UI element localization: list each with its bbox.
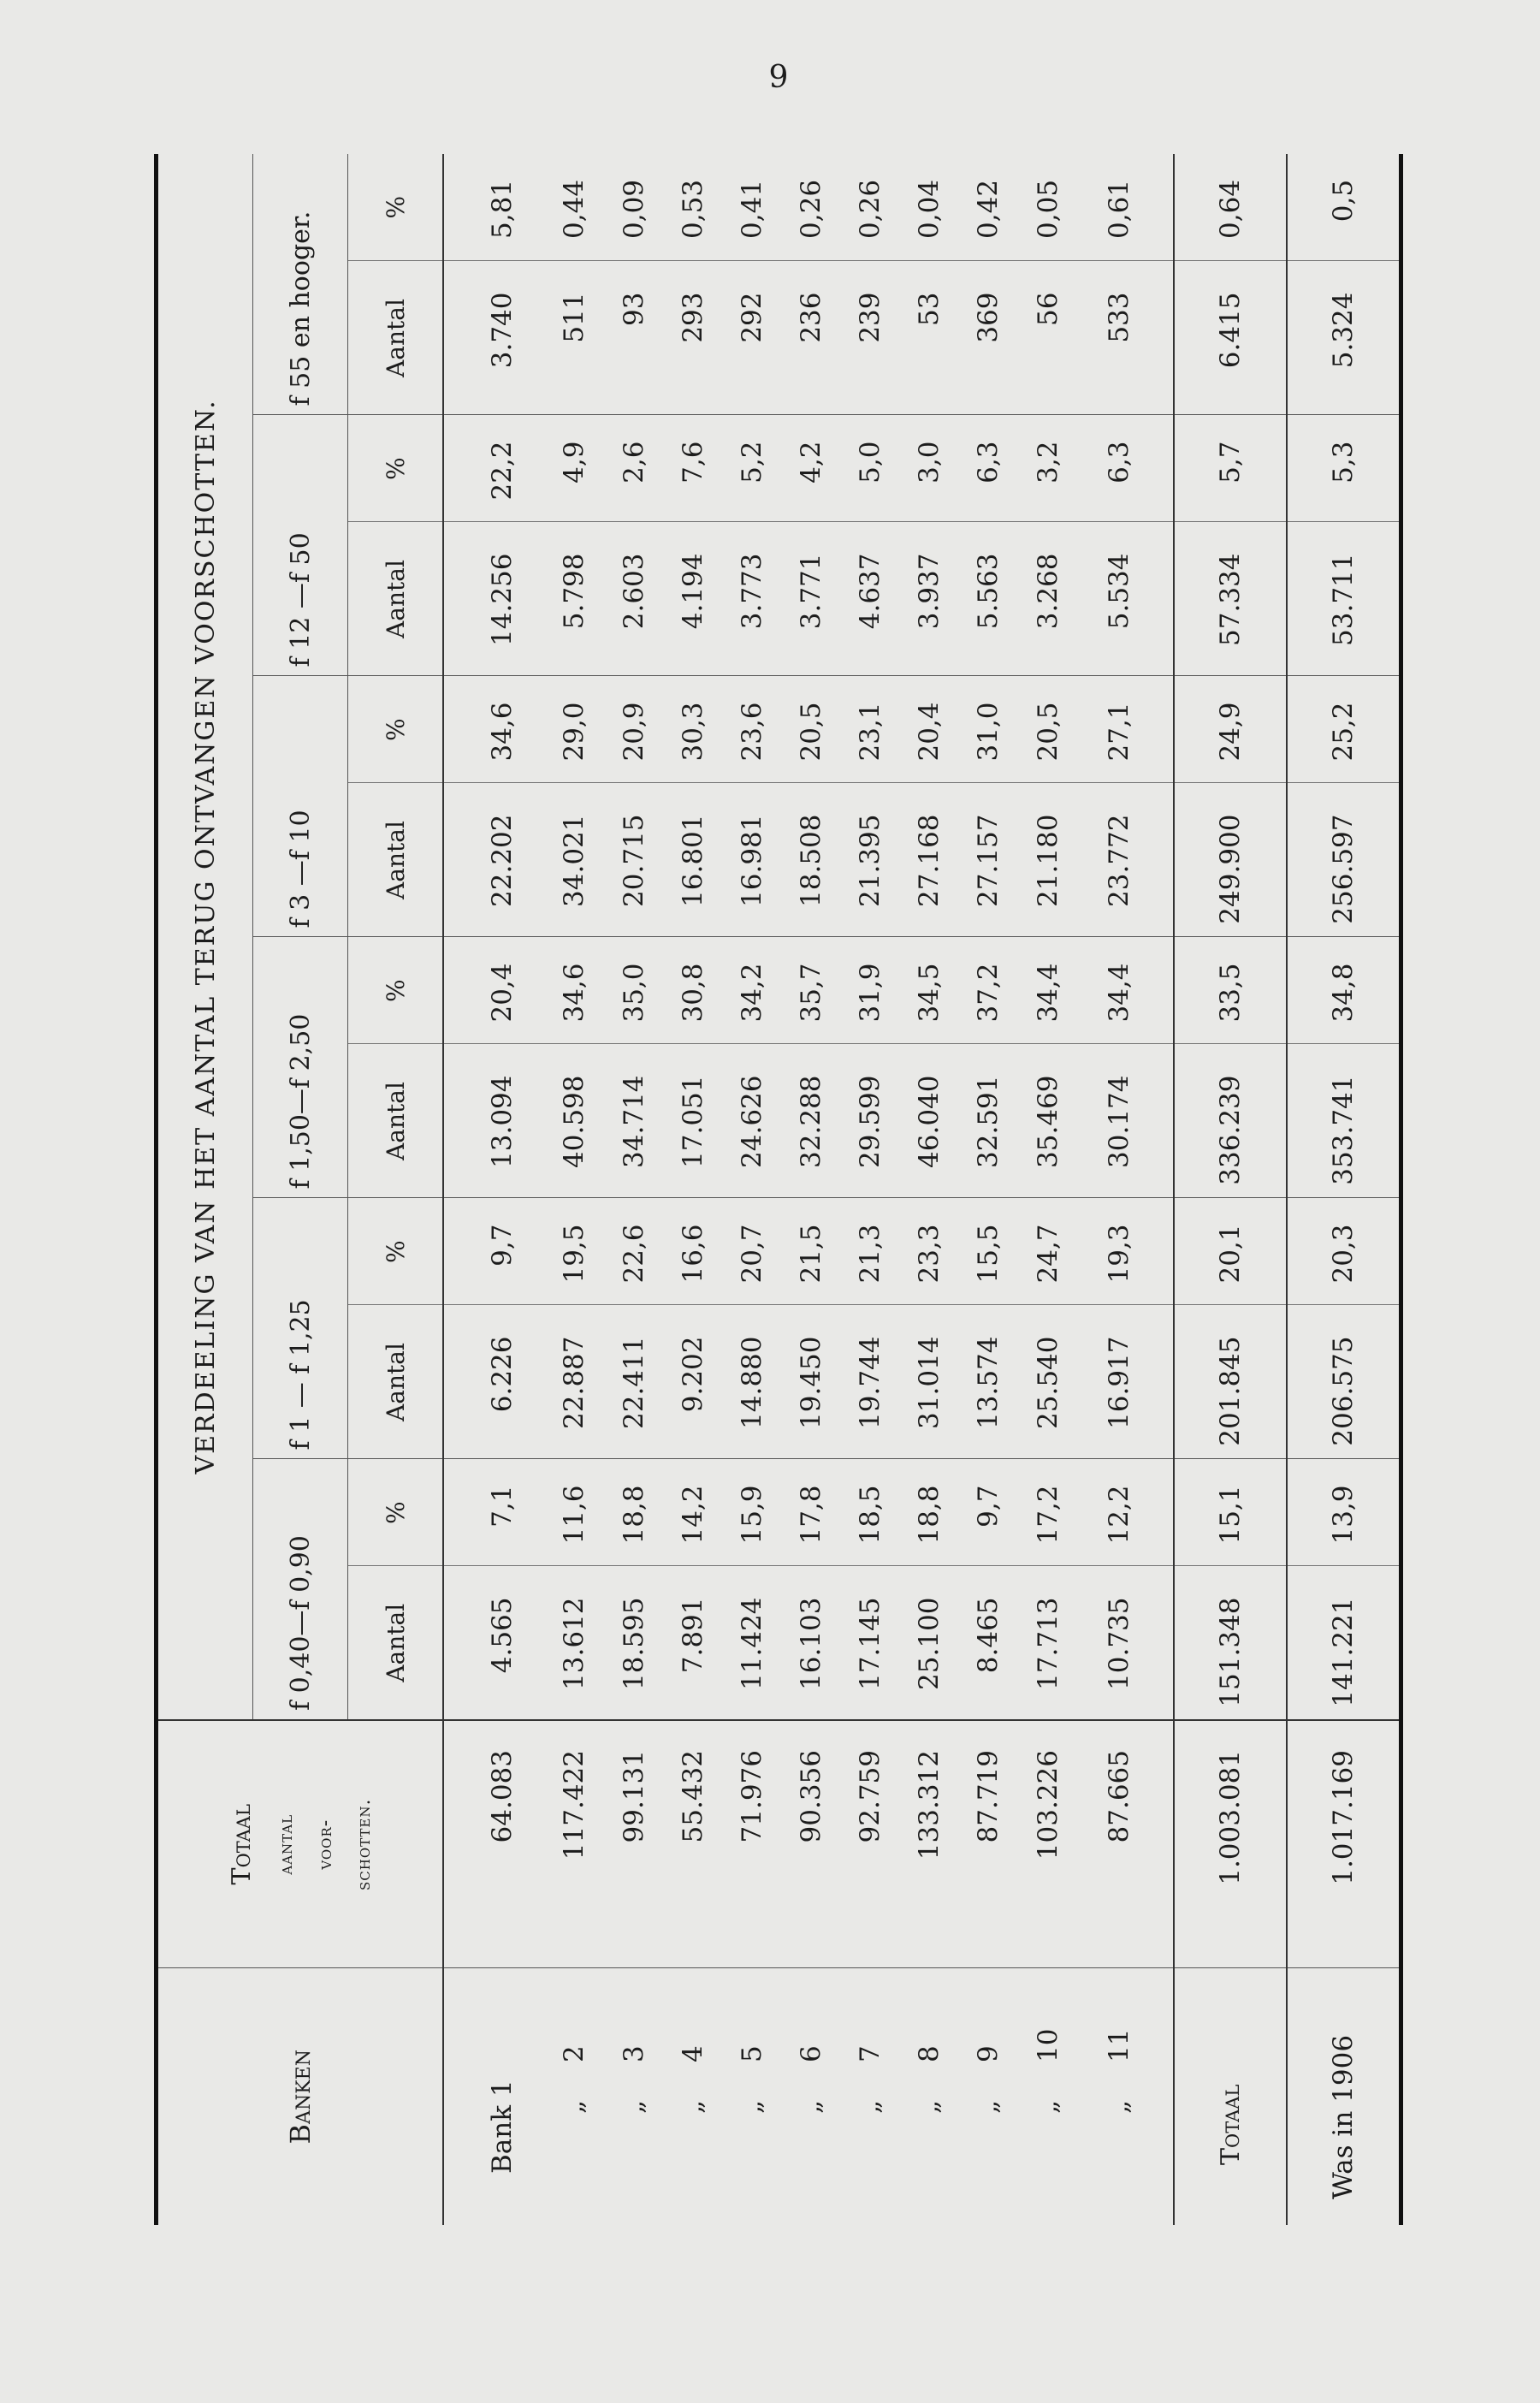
cell-percent: 35,0	[604, 937, 663, 1044]
cell-percent: 22,2	[443, 415, 545, 522]
percent-subheader: %	[348, 415, 444, 522]
cell-aantal: 369	[959, 261, 1018, 415]
cell-aantal: 32.288	[781, 1044, 840, 1198]
cell-percent: 17,2	[1018, 1459, 1077, 1566]
cell-aantal: 17.051	[663, 1044, 722, 1198]
percent-subheader: %	[348, 937, 444, 1044]
cell-percent: 13,9	[1287, 1459, 1401, 1566]
cell-percent: 23,1	[841, 676, 900, 783]
cell-percent: 34,4	[1018, 937, 1077, 1044]
cell-percent: 34,2	[722, 937, 781, 1044]
ditto-mark: „	[855, 2099, 886, 2114]
cell-aantal: 533	[1077, 261, 1174, 415]
bank-number: 4	[677, 2045, 708, 2062]
cell-aantal: 22.411	[604, 1305, 663, 1459]
cell-aantal: 511	[545, 261, 604, 415]
cell-aantal: 11.424	[722, 1566, 781, 1720]
ditto-mark: „	[1104, 2099, 1135, 2114]
cell-percent: 33,5	[1174, 937, 1287, 1044]
cell-aantal: 336.239	[1174, 1044, 1287, 1198]
bank-label	[1077, 1968, 1174, 2225]
cell-aantal: 23.772	[1077, 783, 1174, 937]
bank-name: Bank 1	[486, 2080, 518, 2174]
table-row	[604, 154, 663, 2225]
cell-aantal: 239	[841, 261, 900, 415]
cell-percent: 18,8	[604, 1459, 663, 1566]
table-row	[1077, 154, 1174, 2225]
cell-aantal: 14.880	[722, 1305, 781, 1459]
aantal-subheader: Aantal	[348, 1566, 444, 1720]
cell-aantal: 53	[900, 261, 959, 415]
cell-aantal: 13.094	[443, 1044, 545, 1198]
cell-percent: 30,8	[663, 937, 722, 1044]
bank-number: 8	[914, 2045, 945, 2062]
cell-percent: 9,7	[443, 1198, 545, 1305]
cell-aantal: 13.574	[959, 1305, 1018, 1459]
cell-percent: 5,7	[1174, 415, 1287, 522]
cell-percent: 34,4	[1077, 937, 1174, 1044]
cell-aantal: 13.612	[545, 1566, 604, 1720]
cell-aantal: 206.575	[1287, 1305, 1401, 1459]
aantal-subheader: Aantal	[348, 1044, 444, 1198]
bank-label	[604, 1968, 663, 2225]
table-row	[663, 154, 722, 2225]
cell-percent: 15,5	[959, 1198, 1018, 1305]
cell-aantal: 3.773	[722, 522, 781, 676]
total-advances: 99.131	[604, 1720, 663, 1968]
total-advances: 103.226	[1018, 1720, 1077, 1968]
cell-aantal: 18.508	[781, 783, 840, 937]
table-body	[443, 154, 1174, 2225]
cell-percent: 31,0	[959, 676, 1018, 783]
cell-percent: 24,7	[1018, 1198, 1077, 1305]
cell-percent: 34,6	[545, 937, 604, 1044]
was-row-total: 1.017.169	[1287, 1720, 1401, 1968]
cell-aantal: 293	[663, 261, 722, 415]
bank-label	[443, 1968, 545, 2225]
bank-label	[545, 1968, 604, 2225]
ditto-mark: „	[914, 2099, 945, 2114]
cell-percent: 18,5	[841, 1459, 900, 1566]
cell-aantal: 8.465	[959, 1566, 1018, 1720]
cell-percent: 12,2	[1077, 1459, 1174, 1566]
totaal-header-line-2: aantal	[275, 1813, 298, 1875]
table-row	[545, 154, 604, 2225]
cell-aantal: 141.221	[1287, 1566, 1401, 1720]
cell-aantal: 19.744	[841, 1305, 900, 1459]
cell-percent: 0,5	[1287, 154, 1401, 261]
bank-number: 9	[973, 2045, 1004, 2062]
cell-percent: 34,8	[1287, 937, 1401, 1044]
cell-percent: 22,6	[604, 1198, 663, 1305]
cell-aantal: 4.637	[841, 522, 900, 676]
cell-aantal: 17.145	[841, 1566, 900, 1720]
bank-number: 11	[1104, 2028, 1135, 2062]
cell-percent: 0,61	[1077, 154, 1174, 261]
cell-aantal: 46.040	[900, 1044, 959, 1198]
cell-percent: 14,2	[663, 1459, 722, 1566]
bank-number: 10	[1032, 2028, 1063, 2062]
cell-aantal: 201.845	[1174, 1305, 1287, 1459]
table-row	[959, 154, 1018, 2225]
total-advances: 90.356	[781, 1720, 840, 1968]
cell-aantal: 10.735	[1077, 1566, 1174, 1720]
cell-aantal: 35.469	[1018, 1044, 1077, 1198]
cell-aantal: 236	[781, 261, 840, 415]
cell-percent: 7,6	[663, 415, 722, 522]
bank-label	[959, 1968, 1018, 2225]
table-row	[1018, 154, 1077, 2225]
ditto-mark: „	[736, 2099, 767, 2114]
cell-aantal: 17.713	[1018, 1566, 1077, 1720]
bank-label	[900, 1968, 959, 2225]
totaal-header-line-3: voor-	[314, 1819, 336, 1870]
cell-percent: 35,7	[781, 937, 840, 1044]
cell-percent: 34,6	[443, 676, 545, 783]
total-advances: 64.083	[443, 1720, 545, 1968]
cell-aantal: 6.226	[443, 1305, 545, 1459]
total-advances: 87.719	[959, 1720, 1018, 1968]
cell-percent: 4,9	[545, 415, 604, 522]
ditto-mark: „	[795, 2099, 826, 2114]
distribution-table	[154, 154, 1403, 2225]
totaal-row	[1174, 154, 1287, 2225]
cell-aantal: 16.981	[722, 783, 781, 937]
cell-aantal: 22.202	[443, 783, 545, 937]
cell-percent: 3,0	[900, 415, 959, 522]
cell-aantal: 5.798	[545, 522, 604, 676]
range-header: f 12 —f 50	[253, 415, 348, 676]
totaal-header-line-4: schotten.	[353, 1798, 376, 1890]
cell-aantal: 9.202	[663, 1305, 722, 1459]
cell-percent: 30,3	[663, 676, 722, 783]
cell-aantal: 5.324	[1287, 261, 1401, 415]
cell-percent: 34,5	[900, 937, 959, 1044]
cell-percent: 18,8	[900, 1459, 959, 1566]
cell-percent: 17,8	[781, 1459, 840, 1566]
cell-aantal: 5.563	[959, 522, 1018, 676]
cell-aantal: 21.395	[841, 783, 900, 937]
cell-percent: 2,6	[604, 415, 663, 522]
cell-aantal: 5.534	[1077, 522, 1174, 676]
cell-aantal: 29.599	[841, 1044, 900, 1198]
cell-aantal: 256.597	[1287, 783, 1401, 937]
percent-subheader: %	[348, 154, 444, 261]
cell-percent: 24,9	[1174, 676, 1287, 783]
cell-percent: 6,3	[1077, 415, 1174, 522]
table-title: VERDEELING VAN HET AANTAL TERUG ONTVANGEN VOORSCHOTTEN.	[157, 154, 253, 1720]
cell-percent: 5,2	[722, 415, 781, 522]
cell-aantal: 16.103	[781, 1566, 840, 1720]
percent-subheader: %	[348, 676, 444, 783]
cell-aantal: 27.157	[959, 783, 1018, 937]
cell-aantal: 56	[1018, 261, 1077, 415]
totaal-header	[157, 1720, 444, 1968]
table-row	[900, 154, 959, 2225]
cell-percent: 20,7	[722, 1198, 781, 1305]
cell-percent: 6,3	[959, 415, 1018, 522]
cell-aantal: 27.168	[900, 783, 959, 937]
range-header: f 1,50—f 2,50	[253, 937, 348, 1198]
cell-aantal: 19.450	[781, 1305, 840, 1459]
cell-aantal: 4.565	[443, 1566, 545, 1720]
cell-percent: 0,09	[604, 154, 663, 261]
cell-percent: 16,6	[663, 1198, 722, 1305]
cell-percent: 15,1	[1174, 1459, 1287, 1566]
total-advances: 133.312	[900, 1720, 959, 1968]
total-advances: 55.432	[663, 1720, 722, 1968]
bank-number: 6	[795, 2045, 826, 2062]
cell-aantal: 292	[722, 261, 781, 415]
cell-percent: 3,2	[1018, 415, 1077, 522]
cell-percent: 0,41	[722, 154, 781, 261]
ditto-mark: „	[1032, 2099, 1063, 2114]
cell-aantal: 30.174	[1077, 1044, 1174, 1198]
cell-percent: 19,5	[545, 1198, 604, 1305]
total-advances: 117.422	[545, 1720, 604, 1968]
bank-number: 2	[559, 2045, 590, 2062]
cell-aantal: 4.194	[663, 522, 722, 676]
cell-percent: 5,81	[443, 154, 545, 261]
cell-percent: 21,5	[781, 1198, 840, 1305]
cell-percent: 29,0	[545, 676, 604, 783]
cell-aantal: 3.937	[900, 522, 959, 676]
cell-percent: 23,3	[900, 1198, 959, 1305]
bank-label	[722, 1968, 781, 2225]
cell-aantal: 2.603	[604, 522, 663, 676]
was-row-label: Was in 1906	[1287, 1968, 1401, 2225]
cell-aantal: 249.900	[1174, 783, 1287, 937]
cell-percent: 0,26	[781, 154, 840, 261]
bank-label	[663, 1968, 722, 2225]
cell-percent: 31,9	[841, 937, 900, 1044]
cell-aantal: 25.540	[1018, 1305, 1077, 1459]
cell-percent: 20,1	[1174, 1198, 1287, 1305]
bank-label	[1018, 1968, 1077, 2225]
ditto-mark: „	[677, 2099, 708, 2114]
rotated-table-wrapper	[154, 154, 1403, 2225]
cell-percent: 25,2	[1287, 676, 1401, 783]
cell-aantal: 16.801	[663, 783, 722, 937]
cell-aantal: 3.740	[443, 261, 545, 415]
cell-percent: 5,0	[841, 415, 900, 522]
total-advances: 71.976	[722, 1720, 781, 1968]
cell-percent: 20,4	[900, 676, 959, 783]
totaal-row-label: Totaal	[1174, 1968, 1287, 2225]
banken-header: Banken	[157, 1968, 444, 2225]
bank-number: 7	[855, 2045, 886, 2062]
cell-percent: 20,3	[1287, 1198, 1401, 1305]
range-header: f 1 — f 1,25	[253, 1198, 348, 1459]
cell-aantal: 32.591	[959, 1044, 1018, 1198]
bank-label	[781, 1968, 840, 2225]
cell-percent: 0,64	[1174, 154, 1287, 261]
cell-aantal: 53.711	[1287, 522, 1401, 676]
table-row	[781, 154, 840, 2225]
cell-aantal: 34.714	[604, 1044, 663, 1198]
cell-aantal: 57.334	[1174, 522, 1287, 676]
cell-percent: 15,9	[722, 1459, 781, 1566]
percent-subheader: %	[348, 1198, 444, 1305]
cell-percent: 20,9	[604, 676, 663, 783]
cell-percent: 9,7	[959, 1459, 1018, 1566]
cell-aantal: 31.014	[900, 1305, 959, 1459]
cell-percent: 27,1	[1077, 676, 1174, 783]
cell-aantal: 6.415	[1174, 261, 1287, 415]
ditto-mark: „	[973, 2099, 1004, 2114]
cell-percent: 7,1	[443, 1459, 545, 1566]
cell-percent: 0,44	[545, 154, 604, 261]
cell-aantal: 21.180	[1018, 783, 1077, 937]
percent-subheader: %	[348, 1459, 444, 1566]
cell-percent: 20,4	[443, 937, 545, 1044]
cell-percent: 0,04	[900, 154, 959, 261]
bank-label	[841, 1968, 900, 2225]
range-header: f 3 —f 10	[253, 676, 348, 937]
table-row	[722, 154, 781, 2225]
cell-aantal: 18.595	[604, 1566, 663, 1720]
cell-percent: 19,3	[1077, 1198, 1174, 1305]
totaal-row-total: 1.003.081	[1174, 1720, 1287, 1968]
bank-number: 5	[736, 2045, 767, 2062]
ditto-mark: „	[618, 2099, 649, 2114]
page-number: 9	[768, 60, 789, 95]
cell-aantal: 3.771	[781, 522, 840, 676]
aantal-subheader: Aantal	[348, 1305, 444, 1459]
aantal-subheader: Aantal	[348, 783, 444, 937]
table-row	[841, 154, 900, 2225]
cell-percent: 5,3	[1287, 415, 1401, 522]
cell-percent: 37,2	[959, 937, 1018, 1044]
cell-percent: 0,05	[1018, 154, 1077, 261]
aantal-subheader: Aantal	[348, 522, 444, 676]
cell-percent: 20,5	[781, 676, 840, 783]
cell-aantal: 14.256	[443, 522, 545, 676]
table-row	[443, 154, 545, 2225]
cell-aantal: 93	[604, 261, 663, 415]
was-in-1906-row	[1287, 154, 1401, 2225]
cell-percent: 0,26	[841, 154, 900, 261]
cell-aantal: 34.021	[545, 783, 604, 937]
cell-aantal: 22.887	[545, 1305, 604, 1459]
range-header: f 55 en hooger.	[253, 154, 348, 415]
cell-aantal: 3.268	[1018, 522, 1077, 676]
cell-percent: 4,2	[781, 415, 840, 522]
cell-aantal: 25.100	[900, 1566, 959, 1720]
cell-aantal: 16.917	[1077, 1305, 1174, 1459]
total-advances: 87.665	[1077, 1720, 1174, 1968]
cell-percent: 0,53	[663, 154, 722, 261]
totaal-header-line-1: Totaal	[227, 1804, 258, 1885]
range-header: f 0,40—f 0,90	[253, 1459, 348, 1720]
cell-percent: 21,3	[841, 1198, 900, 1305]
aantal-subheader: Aantal	[348, 261, 444, 415]
cell-percent: 0,42	[959, 154, 1018, 261]
bank-number: 3	[618, 2045, 649, 2062]
cell-aantal: 151.348	[1174, 1566, 1287, 1720]
cell-aantal: 7.891	[663, 1566, 722, 1720]
cell-aantal: 20.715	[604, 783, 663, 937]
cell-percent: 23,6	[722, 676, 781, 783]
cell-aantal: 24.626	[722, 1044, 781, 1198]
cell-aantal: 353.741	[1287, 1044, 1401, 1198]
cell-aantal: 40.598	[545, 1044, 604, 1198]
total-advances: 92.759	[841, 1720, 900, 1968]
cell-percent: 11,6	[545, 1459, 604, 1566]
cell-percent: 20,5	[1018, 676, 1077, 783]
ditto-mark: „	[559, 2099, 590, 2114]
